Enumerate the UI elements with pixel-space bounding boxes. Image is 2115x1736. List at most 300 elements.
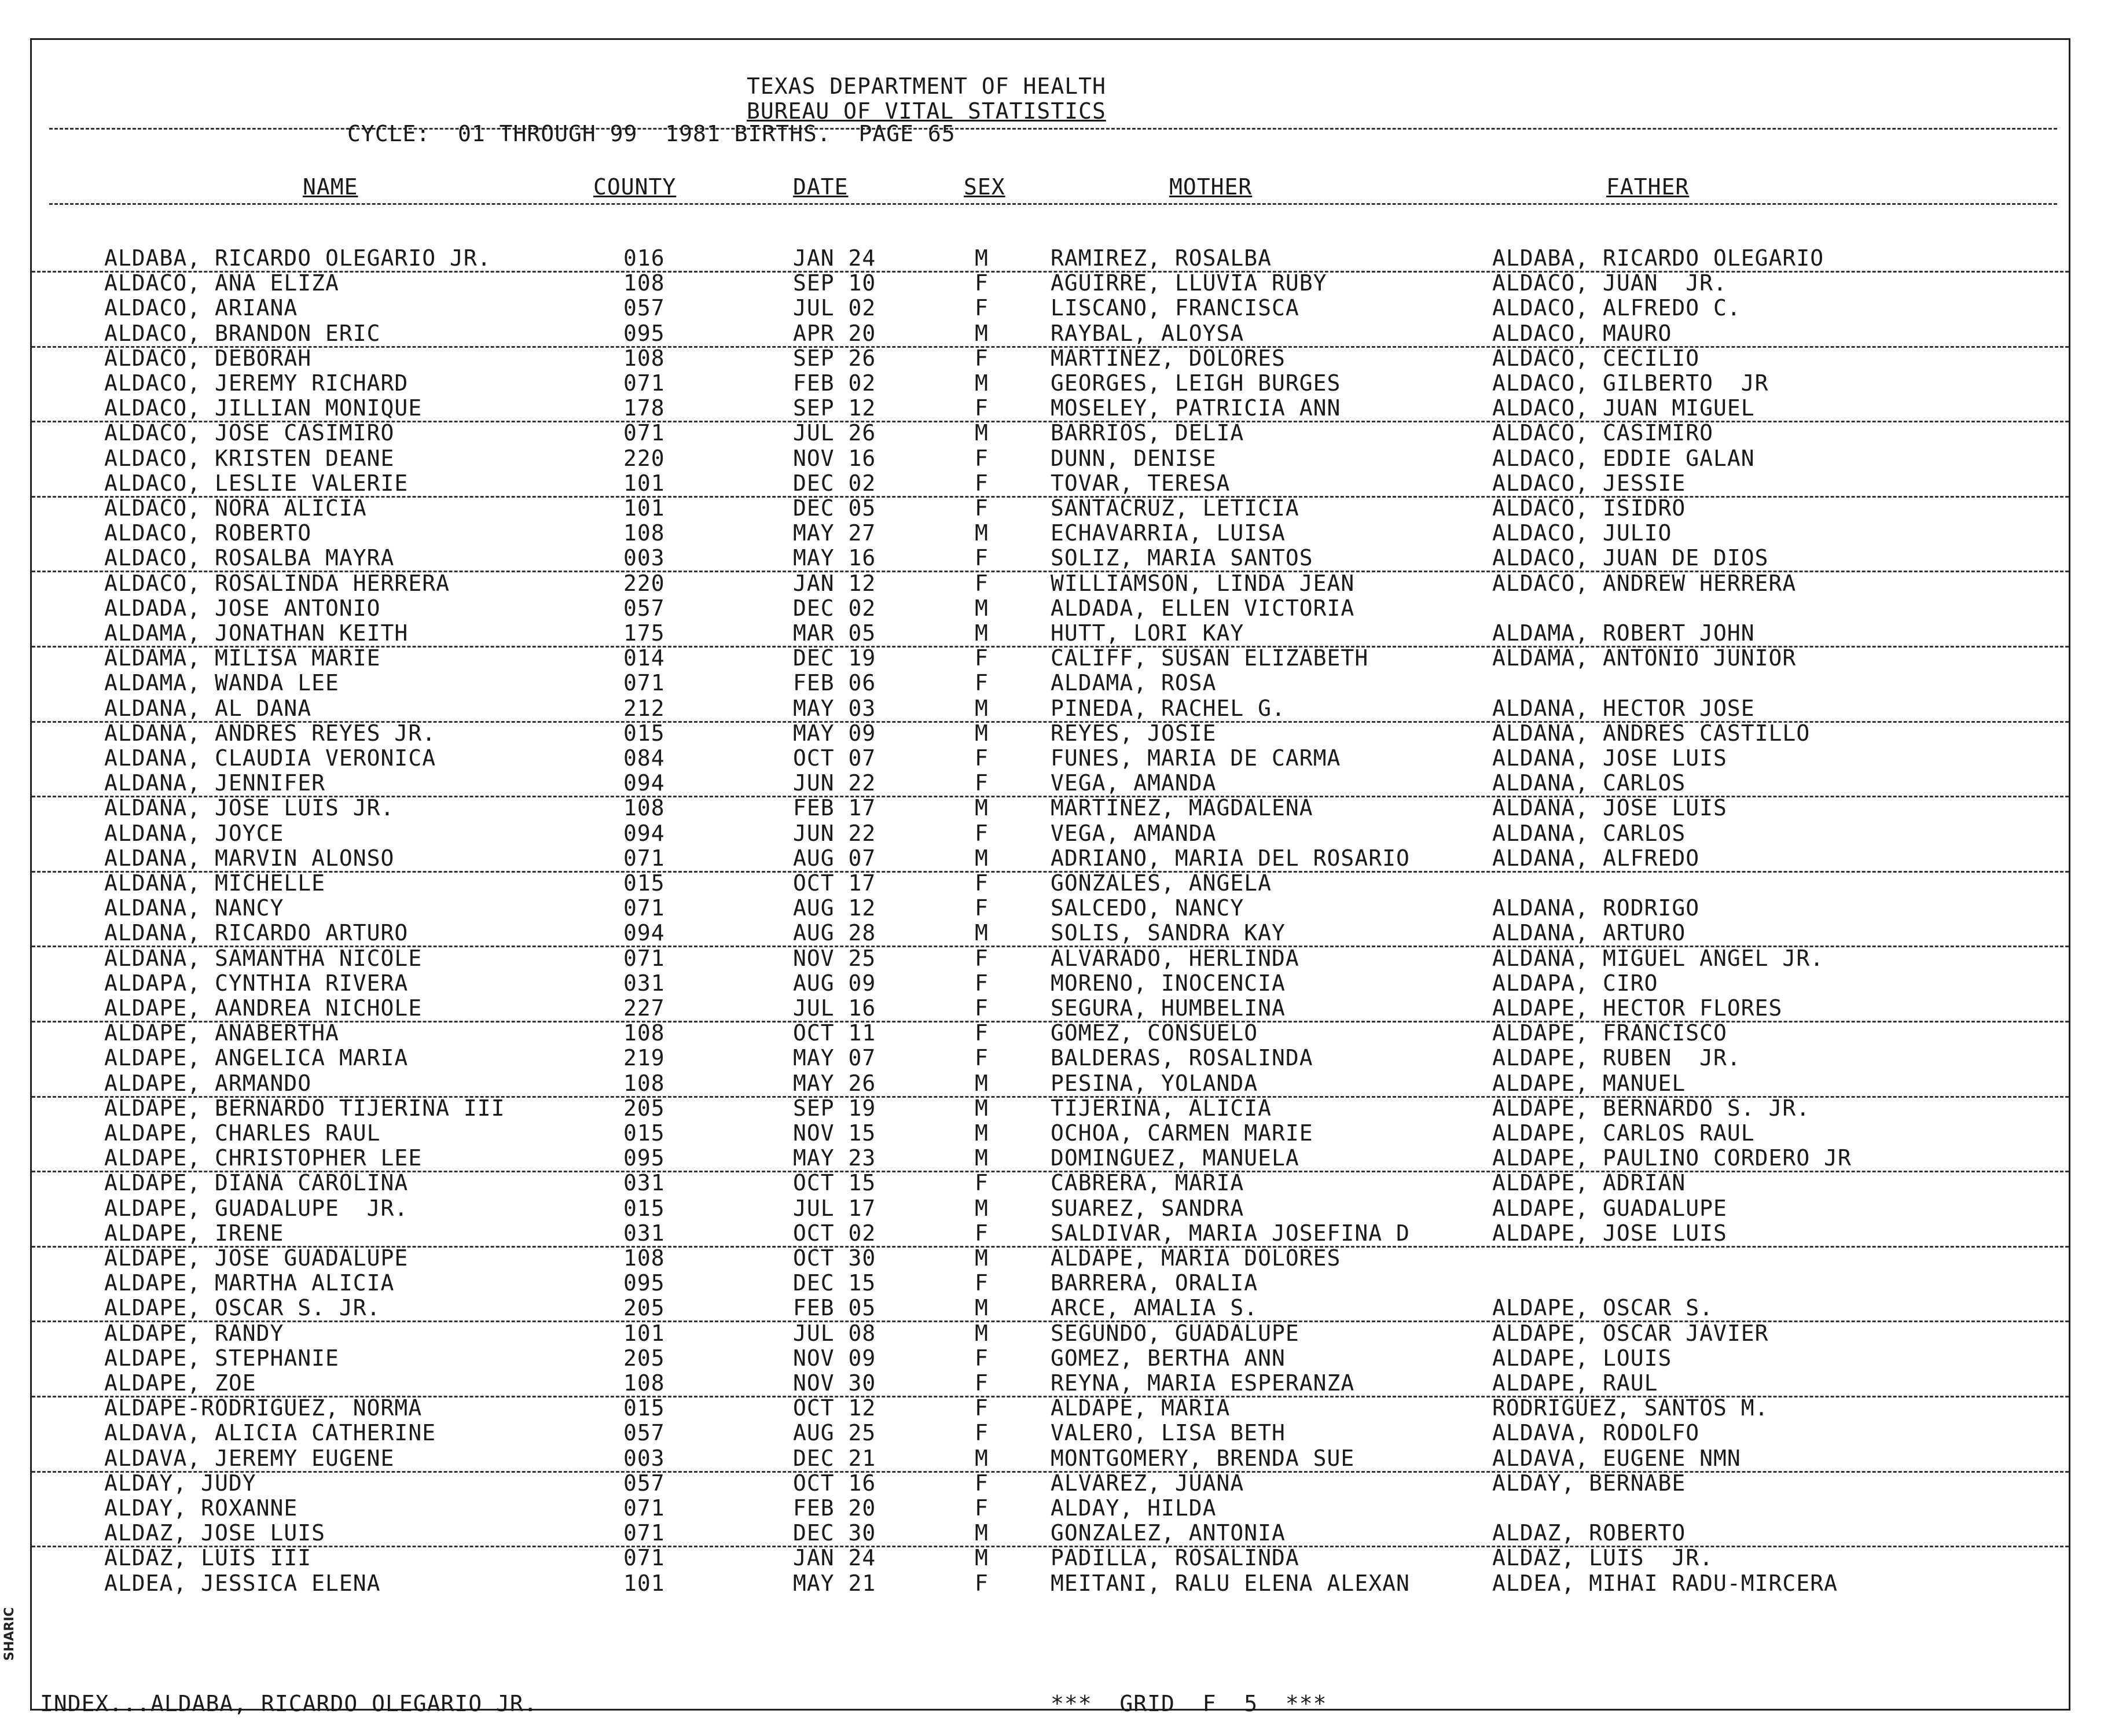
mother-cell: ADRIANO, MARIA DEL ROSARIO bbox=[1051, 845, 1410, 871]
county-cell: 205 bbox=[623, 1345, 665, 1371]
date-cell: DEC 30 bbox=[793, 1520, 876, 1546]
date-cell: JAN 12 bbox=[793, 570, 876, 596]
name-cell: ALDAPE, CHARLES RAUL bbox=[104, 1120, 381, 1146]
date-cell: NOV 09 bbox=[793, 1345, 876, 1371]
sex-cell: M bbox=[975, 420, 989, 446]
table-row bbox=[32, 1146, 2069, 1172]
name-cell: ALDAPE, ARMANDO bbox=[104, 1070, 312, 1096]
table-row bbox=[32, 396, 2069, 422]
table-row bbox=[32, 871, 2069, 896]
name-cell: ALDEA, JESSICA ELENA bbox=[104, 1570, 381, 1596]
date-cell: FEB 05 bbox=[793, 1295, 876, 1321]
col-header-county: COUNTY bbox=[593, 174, 677, 200]
county-cell: 175 bbox=[623, 620, 665, 646]
father-cell: ALDAMA, ANTONIO JUNIOR bbox=[1492, 645, 1797, 671]
sex-cell: F bbox=[975, 945, 989, 971]
table-row bbox=[32, 1121, 2069, 1146]
mother-cell: ALDAPE, MARIA DOLORES bbox=[1051, 1245, 1341, 1271]
table-row bbox=[32, 521, 2069, 546]
mother-cell: GOMEZ, BERTHA ANN bbox=[1051, 1345, 1286, 1371]
mother-cell: MONTGOMERY, BRENDA SUE bbox=[1051, 1445, 1355, 1471]
father-cell: ALDANA, CARLOS bbox=[1492, 770, 1686, 796]
name-cell: ALDANA, JOYCE bbox=[104, 820, 284, 846]
table-row bbox=[32, 821, 2069, 846]
sex-cell: M bbox=[975, 520, 989, 546]
county-cell: 220 bbox=[623, 570, 665, 596]
sex-cell: F bbox=[975, 445, 989, 471]
mother-cell: ALDAPE, MARIA bbox=[1051, 1395, 1231, 1421]
name-cell: ALDAPE, STEPHANIE bbox=[104, 1345, 339, 1371]
sex-cell: M bbox=[975, 1545, 989, 1571]
county-cell: 108 bbox=[623, 1070, 665, 1096]
date-cell: SEP 10 bbox=[793, 270, 876, 296]
father-cell: ALDACO, CASIMIRO bbox=[1492, 420, 1714, 446]
name-cell: ALDAPE, BERNARDO TIJERINA III bbox=[104, 1095, 505, 1121]
sex-cell: F bbox=[975, 670, 989, 696]
table-row bbox=[32, 621, 2069, 648]
name-cell: ALDANA, MICHELLE bbox=[104, 870, 326, 896]
name-cell: ALDAMA, WANDA LEE bbox=[104, 670, 339, 696]
father-cell: ALDAVA, RODOLFO bbox=[1492, 1420, 1700, 1446]
sex-cell: F bbox=[975, 1470, 989, 1496]
name-cell: ALDANA, JENNIFER bbox=[104, 770, 326, 796]
mother-cell: ALDADA, ELLEN VICTORIA bbox=[1051, 595, 1355, 621]
sex-cell: F bbox=[975, 995, 989, 1021]
mother-cell: ALDAMA, ROSA bbox=[1051, 670, 1217, 696]
table-row bbox=[32, 1521, 2069, 1547]
date-cell: SEP 26 bbox=[793, 345, 876, 371]
county-cell: 015 bbox=[623, 720, 665, 746]
date-cell: JAN 24 bbox=[793, 245, 876, 271]
table-row bbox=[32, 1271, 2069, 1296]
mother-cell: MARTINEZ, DOLORES bbox=[1051, 345, 1286, 371]
sex-cell: M bbox=[975, 245, 989, 271]
sex-cell: F bbox=[975, 970, 989, 996]
sex-cell: F bbox=[975, 645, 989, 671]
name-cell: ALDAPA, CYNTHIA RIVERA bbox=[104, 970, 409, 996]
name-cell: ALDACO, ROSALINDA HERRERA bbox=[104, 570, 450, 596]
date-cell: JUL 02 bbox=[793, 295, 876, 321]
name-cell: ALDACO, JEREMY RICHARD bbox=[104, 370, 409, 396]
mother-cell: MARTINEZ, MAGDALENA bbox=[1051, 795, 1313, 821]
name-cell: ALDAPE, ZOE bbox=[104, 1370, 256, 1396]
date-cell: JAN 24 bbox=[793, 1545, 876, 1571]
sex-cell: F bbox=[975, 1270, 989, 1296]
sex-cell: M bbox=[975, 1445, 989, 1471]
name-cell: ALDAPE, IRENE bbox=[104, 1220, 284, 1246]
mother-cell: SEGURA, HUMBELINA bbox=[1051, 995, 1286, 1021]
date-cell: MAR 05 bbox=[793, 620, 876, 646]
name-cell: ALDAPE, JOSE GUADALUPE bbox=[104, 1245, 409, 1271]
date-cell: JUN 22 bbox=[793, 820, 876, 846]
county-cell: 015 bbox=[623, 1395, 665, 1421]
county-cell: 108 bbox=[623, 1020, 665, 1046]
county-cell: 014 bbox=[623, 645, 665, 671]
sex-cell: F bbox=[975, 1370, 989, 1396]
county-cell: 205 bbox=[623, 1095, 665, 1121]
date-cell: MAY 07 bbox=[793, 1045, 876, 1071]
date-cell: OCT 07 bbox=[793, 745, 876, 771]
table-row bbox=[32, 671, 2069, 696]
table-row bbox=[32, 696, 2069, 723]
mother-cell: SUAREZ, SANDRA bbox=[1051, 1195, 1244, 1221]
father-cell: ALDACO, JULIO bbox=[1492, 520, 1672, 546]
table-row bbox=[32, 971, 2069, 996]
name-cell: ALDACO, ROBERTO bbox=[104, 520, 312, 546]
name-cell: ALDACO, DEBORAH bbox=[104, 345, 312, 371]
sex-cell: M bbox=[975, 1320, 989, 1346]
father-cell: ALDAPE, RUBEN JR. bbox=[1492, 1045, 1741, 1071]
sex-cell: M bbox=[975, 1520, 989, 1546]
name-cell: ALDAMA, MILISA MARIE bbox=[104, 645, 381, 671]
father-cell: ALDAPE, JOSE LUIS bbox=[1492, 1220, 1727, 1246]
father-cell: ALDANA, ANDRES CASTILLO bbox=[1492, 720, 1811, 746]
county-cell: 071 bbox=[623, 845, 665, 871]
name-cell: ALDADA, JOSE ANTONIO bbox=[104, 595, 381, 621]
mother-cell: SEGUNDO, GUADALUPE bbox=[1051, 1320, 1299, 1346]
table-row bbox=[32, 1421, 2069, 1446]
mother-cell: BARRIOS, DELIA bbox=[1051, 420, 1244, 446]
mother-cell: SALCEDO, NANCY bbox=[1051, 895, 1244, 921]
mother-cell: SALDIVAR, MARIA JOSEFINA D bbox=[1051, 1220, 1410, 1246]
mother-cell: PADILLA, ROSALINDA bbox=[1051, 1545, 1299, 1571]
father-cell: ALDANA, ARTURO bbox=[1492, 920, 1686, 946]
table-row bbox=[32, 371, 2069, 396]
county-cell: 108 bbox=[623, 345, 665, 371]
mother-cell: RAYBAL, ALOYSA bbox=[1051, 320, 1244, 346]
county-cell: 015 bbox=[623, 1195, 665, 1221]
county-cell: 071 bbox=[623, 1545, 665, 1571]
date-cell: OCT 11 bbox=[793, 1020, 876, 1046]
table-row bbox=[32, 571, 2069, 596]
name-cell: ALDANA, NANCY bbox=[104, 895, 284, 921]
name-cell: ALDANA, AL DANA bbox=[104, 695, 312, 721]
date-cell: AUG 28 bbox=[793, 920, 876, 946]
date-cell: DEC 15 bbox=[793, 1270, 876, 1296]
index-line: INDEX...ALDABA, RICARDO OLEGARIO JR. bbox=[40, 1691, 538, 1716]
name-cell: ALDAPE, ANABERTHA bbox=[104, 1020, 339, 1046]
sex-cell: F bbox=[975, 295, 989, 321]
date-cell: APR 20 bbox=[793, 320, 876, 346]
father-cell: ALDAPE, RAUL bbox=[1492, 1370, 1658, 1396]
county-cell: 031 bbox=[623, 1220, 665, 1246]
table-row bbox=[32, 1321, 2069, 1346]
mother-cell: MOSELEY, PATRICIA ANN bbox=[1051, 395, 1341, 421]
county-cell: 108 bbox=[623, 795, 665, 821]
table-row bbox=[32, 1346, 2069, 1371]
sex-cell: F bbox=[975, 1395, 989, 1421]
father-cell: ALDAPE, LOUIS bbox=[1492, 1345, 1672, 1371]
county-cell: 108 bbox=[623, 1245, 665, 1271]
date-cell: AUG 09 bbox=[793, 970, 876, 996]
sex-cell: F bbox=[975, 1220, 989, 1246]
table-row bbox=[32, 246, 2069, 273]
col-header-mother: MOTHER bbox=[1169, 174, 1253, 200]
sex-cell: M bbox=[975, 1120, 989, 1146]
county-cell: 220 bbox=[623, 445, 665, 471]
mother-cell: AGUIRRE, LLUVIA RUBY bbox=[1051, 270, 1327, 296]
name-cell: ALDAPE, MARTHA ALICIA bbox=[104, 1270, 395, 1296]
father-cell: ALDAMA, ROBERT JOHN bbox=[1492, 620, 1755, 646]
date-cell: MAY 16 bbox=[793, 545, 876, 571]
mother-cell: RAMIREZ, ROSALBA bbox=[1051, 245, 1272, 271]
mother-cell: LISCANO, FRANCISCA bbox=[1051, 295, 1299, 321]
county-cell: 094 bbox=[623, 920, 665, 946]
date-cell: MAY 03 bbox=[793, 695, 876, 721]
father-cell: ALDACO, JESSIE bbox=[1492, 470, 1686, 496]
father-cell: ALDAPE, BERNARDO S. JR. bbox=[1492, 1095, 1811, 1121]
name-cell: ALDAY, JUDY bbox=[104, 1470, 256, 1496]
county-cell: 057 bbox=[623, 1470, 665, 1496]
name-cell: ALDACO, ANA ELIZA bbox=[104, 270, 339, 296]
mother-cell: SOLIZ, MARIA SANTOS bbox=[1051, 545, 1313, 571]
mother-cell: TIJERINA, ALICIA bbox=[1051, 1095, 1272, 1121]
father-cell: ALDACO, JUAN MIGUEL bbox=[1492, 395, 1755, 421]
sex-cell: M bbox=[975, 695, 989, 721]
mother-cell: VEGA, AMANDA bbox=[1051, 820, 1217, 846]
county-cell: 057 bbox=[623, 1420, 665, 1446]
date-cell: OCT 12 bbox=[793, 1395, 876, 1421]
date-cell: NOV 16 bbox=[793, 445, 876, 471]
father-cell: ALDACO, ALFREDO C. bbox=[1492, 295, 1741, 321]
father-cell: ALDAPA, CIRO bbox=[1492, 970, 1658, 996]
county-cell: 212 bbox=[623, 695, 665, 721]
father-cell: ALDEA, MIHAI RADU-MIRCERA bbox=[1492, 1570, 1838, 1596]
name-cell: ALDAPE, DIANA CAROLINA bbox=[104, 1170, 409, 1196]
county-cell: 003 bbox=[623, 545, 665, 571]
mother-cell: WILLIAMSON, LINDA JEAN bbox=[1051, 570, 1355, 596]
date-cell: DEC 05 bbox=[793, 495, 876, 521]
mother-cell: ALDAY, HILDA bbox=[1051, 1495, 1217, 1521]
table-row bbox=[32, 1046, 2069, 1071]
table-row bbox=[32, 846, 2069, 873]
mother-cell: ALVARADO, HERLINDA bbox=[1051, 945, 1299, 971]
col-header-sex: SEX bbox=[964, 174, 1005, 200]
table-row bbox=[32, 796, 2069, 821]
table-row bbox=[32, 1246, 2069, 1271]
name-cell: ALDAPE, ANGELICA MARIA bbox=[104, 1045, 409, 1071]
date-cell: DEC 02 bbox=[793, 470, 876, 496]
table-row bbox=[32, 646, 2069, 671]
sex-cell: F bbox=[975, 745, 989, 771]
table-row bbox=[32, 921, 2069, 947]
sex-cell: F bbox=[975, 345, 989, 371]
date-cell: NOV 25 bbox=[793, 945, 876, 971]
date-cell: MAY 26 bbox=[793, 1070, 876, 1096]
table-row bbox=[32, 1471, 2069, 1496]
date-cell: MAY 27 bbox=[793, 520, 876, 546]
father-cell: ALDACO, JUAN JR. bbox=[1492, 270, 1727, 296]
sex-cell: M bbox=[975, 795, 989, 821]
date-cell: DEC 19 bbox=[793, 645, 876, 671]
table-row bbox=[32, 596, 2069, 621]
date-cell: MAY 23 bbox=[793, 1145, 876, 1171]
table-row bbox=[32, 1196, 2069, 1221]
date-cell: OCT 15 bbox=[793, 1170, 876, 1196]
father-cell: ALDAPE, OSCAR S. bbox=[1492, 1295, 1714, 1321]
date-cell: JUL 16 bbox=[793, 995, 876, 1021]
father-cell: ALDAPE, FRANCISCO bbox=[1492, 1020, 1727, 1046]
mother-cell: GOMEZ, CONSUELO bbox=[1051, 1020, 1258, 1046]
county-cell: 071 bbox=[623, 945, 665, 971]
date-cell: JUL 26 bbox=[793, 420, 876, 446]
sex-cell: M bbox=[975, 320, 989, 346]
name-cell: ALDANA, ANDRES REYES JR. bbox=[104, 720, 436, 746]
county-cell: 108 bbox=[623, 520, 665, 546]
column-header-divider bbox=[49, 203, 2057, 205]
name-cell: ALDACO, NORA ALICIA bbox=[104, 495, 367, 521]
father-cell: ALDACO, ISIDRO bbox=[1492, 495, 1686, 521]
father-cell: ALDAPE, ADRIAN bbox=[1492, 1170, 1686, 1196]
date-cell: DEC 21 bbox=[793, 1445, 876, 1471]
name-cell: ALDAY, ROXANNE bbox=[104, 1495, 298, 1521]
sex-cell: F bbox=[975, 470, 989, 496]
grid-reference: *** GRID F 5 *** bbox=[1051, 1691, 1327, 1716]
county-cell: 108 bbox=[623, 270, 665, 296]
county-cell: 219 bbox=[623, 1045, 665, 1071]
name-cell: ALDAPE, CHRISTOPHER LEE bbox=[104, 1145, 423, 1171]
sex-cell: M bbox=[975, 1195, 989, 1221]
date-cell: OCT 30 bbox=[793, 1245, 876, 1271]
table-row bbox=[32, 496, 2069, 521]
county-cell: 101 bbox=[623, 1570, 665, 1596]
register-sheet bbox=[30, 38, 2070, 1716]
date-cell: OCT 02 bbox=[793, 1220, 876, 1246]
mother-cell: SANTACRUZ, LETICIA bbox=[1051, 495, 1299, 521]
table-row bbox=[32, 321, 2069, 348]
mother-cell: SOLIS, SANDRA KAY bbox=[1051, 920, 1286, 946]
mother-cell: PINEDA, RACHEL G. bbox=[1051, 695, 1286, 721]
sex-cell: M bbox=[975, 1095, 989, 1121]
name-cell: ALDAVA, ALICIA CATHERINE bbox=[104, 1420, 436, 1446]
name-cell: ALDANA, JOSE LUIS JR. bbox=[104, 795, 395, 821]
county-cell: 057 bbox=[623, 595, 665, 621]
name-cell: ALDACO, ROSALBA MAYRA bbox=[104, 545, 395, 571]
county-cell: 071 bbox=[623, 370, 665, 396]
mother-cell: BARRERA, ORALIA bbox=[1051, 1270, 1258, 1296]
father-cell: ALDANA, ALFREDO bbox=[1492, 845, 1700, 871]
name-cell: ALDAZ, LUIS III bbox=[104, 1545, 312, 1571]
father-cell: ALDACO, CECILIO bbox=[1492, 345, 1700, 371]
date-cell: MAY 21 bbox=[793, 1570, 876, 1596]
county-cell: 094 bbox=[623, 820, 665, 846]
mother-cell: FUNES, MARIA DE CARMA bbox=[1051, 745, 1341, 771]
table-row bbox=[32, 946, 2069, 971]
county-cell: 205 bbox=[623, 1295, 665, 1321]
sex-cell: F bbox=[975, 495, 989, 521]
sex-cell: F bbox=[975, 395, 989, 421]
table-row bbox=[32, 1071, 2069, 1098]
col-header-name: NAME bbox=[303, 174, 358, 200]
mother-cell: CALIFF, SUSAN ELIZABETH bbox=[1051, 645, 1369, 671]
mother-cell: MEITANI, RALU ELENA ALEXAN bbox=[1051, 1570, 1410, 1596]
mother-cell: VEGA, AMANDA bbox=[1051, 770, 1217, 796]
date-cell: DEC 02 bbox=[793, 595, 876, 621]
date-cell: JUL 08 bbox=[793, 1320, 876, 1346]
sex-cell: M bbox=[975, 1145, 989, 1171]
mother-cell: PESINA, YOLANDA bbox=[1051, 1070, 1258, 1096]
county-cell: 031 bbox=[623, 970, 665, 996]
father-cell: ALDANA, RODRIGO bbox=[1492, 895, 1700, 921]
name-cell: ALDAVA, JEREMY EUGENE bbox=[104, 1445, 395, 1471]
father-cell: ALDACO, JUAN DE DIOS bbox=[1492, 545, 1769, 571]
father-cell: ALDANA, MIGUEL ANGEL JR. bbox=[1492, 945, 1824, 971]
father-cell: ALDACO, GILBERTO JR bbox=[1492, 370, 1769, 396]
table-row bbox=[32, 271, 2069, 296]
table-row bbox=[32, 471, 2069, 498]
name-cell: ALDAZ, JOSE LUIS bbox=[104, 1520, 326, 1546]
county-cell: 178 bbox=[623, 395, 665, 421]
sex-cell: M bbox=[975, 595, 989, 621]
county-cell: 031 bbox=[623, 1170, 665, 1196]
name-cell: ALDAPE, OSCAR S. JR. bbox=[104, 1295, 381, 1321]
name-cell: ALDACO, BRANDON ERIC bbox=[104, 320, 381, 346]
county-cell: 071 bbox=[623, 420, 665, 446]
mother-cell: BALDERAS, ROSALINDA bbox=[1051, 1045, 1313, 1071]
father-cell: ALDANA, CARLOS bbox=[1492, 820, 1686, 846]
table-row bbox=[32, 996, 2069, 1023]
date-cell: OCT 17 bbox=[793, 870, 876, 896]
father-cell: ALDAVA, EUGENE NMN bbox=[1492, 1445, 1741, 1471]
mother-cell: VALERO, LISA BETH bbox=[1051, 1420, 1286, 1446]
table-row bbox=[32, 1021, 2069, 1046]
sex-cell: F bbox=[975, 1570, 989, 1596]
father-cell: ALDAPE, HECTOR FLORES bbox=[1492, 995, 1783, 1021]
table-row bbox=[32, 1446, 2069, 1473]
table-row bbox=[32, 1096, 2069, 1121]
table-row bbox=[32, 446, 2069, 471]
father-cell: ALDAZ, LUIS JR. bbox=[1492, 1545, 1714, 1571]
table-row bbox=[32, 1496, 2069, 1521]
sex-cell: F bbox=[975, 895, 989, 921]
father-cell: ALDAPE, GUADALUPE bbox=[1492, 1195, 1727, 1221]
mother-cell: HUTT, LORI KAY bbox=[1051, 620, 1244, 646]
name-cell: ALDACO, ARIANA bbox=[104, 295, 298, 321]
mother-cell: DOMINGUEZ, MANUELA bbox=[1051, 1145, 1299, 1171]
bureau-title: BUREAU OF VITAL STATISTICS bbox=[747, 98, 1106, 124]
name-cell: ALDACO, LESLIE VALERIE bbox=[104, 470, 409, 496]
sex-cell: M bbox=[975, 370, 989, 396]
sex-cell: F bbox=[975, 570, 989, 596]
name-cell: ALDANA, RICARDO ARTURO bbox=[104, 920, 409, 946]
name-cell: ALDAPE-RODRIGUEZ, NORMA bbox=[104, 1395, 423, 1421]
father-cell: ALDAPE, MANUEL bbox=[1492, 1070, 1686, 1096]
name-cell: ALDACO, JOSE CASIMIRO bbox=[104, 420, 395, 446]
county-cell: 108 bbox=[623, 1370, 665, 1396]
sex-cell: F bbox=[975, 1020, 989, 1046]
mother-cell: GONZALES, ANGELA bbox=[1051, 870, 1272, 896]
name-cell: ALDAPE, RANDY bbox=[104, 1320, 284, 1346]
mother-cell: TOVAR, TERESA bbox=[1051, 470, 1231, 496]
mother-cell: CABRERA, MARIA bbox=[1051, 1170, 1244, 1196]
county-cell: 015 bbox=[623, 870, 665, 896]
date-cell: AUG 12 bbox=[793, 895, 876, 921]
sex-cell: F bbox=[975, 1420, 989, 1446]
county-cell: 003 bbox=[623, 1445, 665, 1471]
sex-cell: F bbox=[975, 820, 989, 846]
name-cell: ALDAPE, GUADALUPE JR. bbox=[104, 1195, 409, 1221]
father-cell: ALDAY, BERNABE bbox=[1492, 1470, 1686, 1496]
table-row bbox=[32, 346, 2069, 371]
father-cell: ALDAPE, OSCAR JAVIER bbox=[1492, 1320, 1769, 1346]
table-row bbox=[32, 896, 2069, 921]
sex-cell: M bbox=[975, 1245, 989, 1271]
col-header-date: DATE bbox=[793, 174, 849, 200]
side-mark: SHARIC bbox=[2, 1607, 17, 1661]
date-cell: FEB 20 bbox=[793, 1495, 876, 1521]
sex-cell: F bbox=[975, 270, 989, 296]
sex-cell: F bbox=[975, 770, 989, 796]
